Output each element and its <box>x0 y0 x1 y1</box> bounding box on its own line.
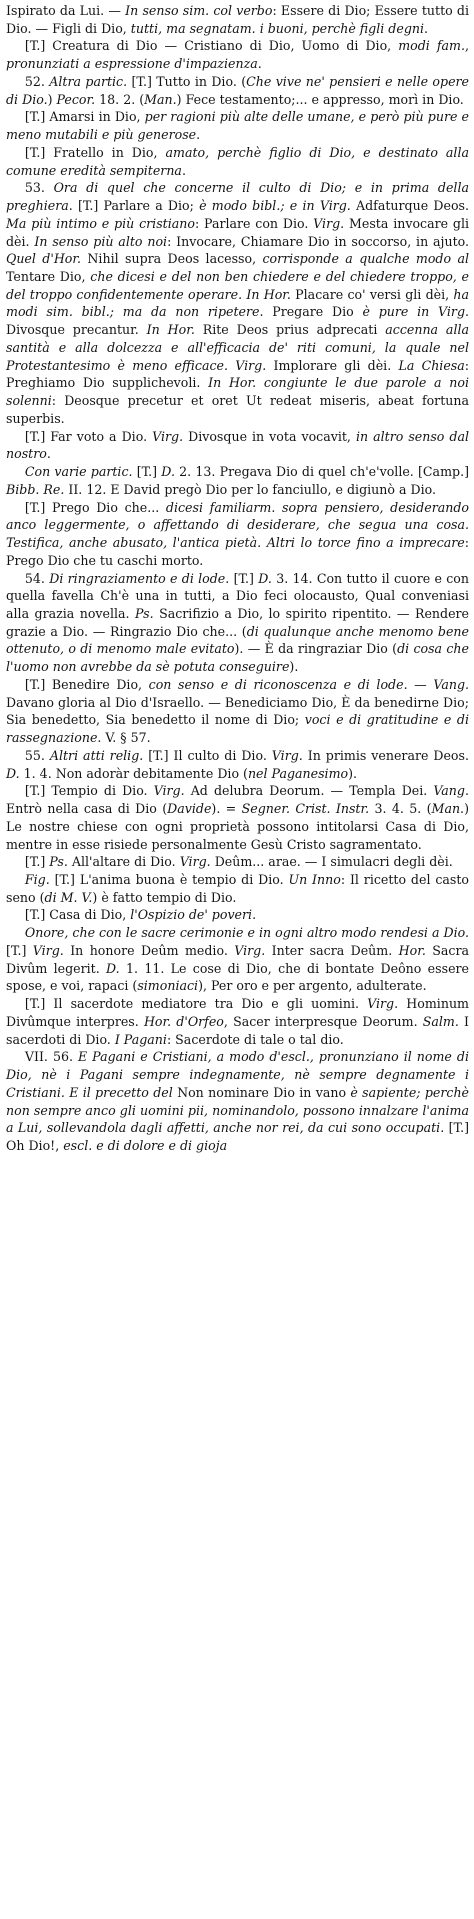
text-run: . <box>181 162 186 178</box>
text-run: In honore Deûm medio. <box>63 942 235 958</box>
italic-run: In Hor. <box>146 322 195 338</box>
text-run: . — <box>403 676 434 692</box>
italic-run: In senso più alto noi <box>34 233 168 249</box>
italic-run: Virg. <box>32 942 64 958</box>
text-run: 18. 2. ( <box>95 91 145 107</box>
italic-run: pronunziati a espressione d'impazienza <box>6 56 258 72</box>
italic-run: Virg. <box>234 942 266 958</box>
italic-run: Altra partic. <box>49 73 128 89</box>
italic-run: dicesi familiarm. sopra pensiero, desiderando anco leggermente, o affettando di desiderare, che segua una cosa. Testifica, anche abusato, l'antica pietà. Altri lo torce fino a imprecare <box>6 499 469 551</box>
entry-paragraph <box>6 871 469 906</box>
italic-run: Ps. <box>135 605 154 621</box>
text-run: 55. <box>24 747 50 763</box>
text-run: ) <box>47 91 57 107</box>
text-run: : Invocare, Chiamare Dio in soccorso, in ajuto. <box>167 233 469 249</box>
text-run: Divosque precantur. <box>6 322 147 338</box>
italic-run: tutti, ma segnatam. i buoni, perchè figli degni <box>130 20 425 36</box>
italic-run: di M. V. <box>44 889 93 905</box>
entry-paragraph <box>6 499 469 570</box>
section-paragraph <box>6 179 469 427</box>
text-run: . <box>424 20 429 36</box>
entry-paragraph <box>6 463 469 498</box>
italic-run: In Hor. congiunte le due parole a noi solenni <box>6 375 469 409</box>
text-run: ). = <box>211 801 242 817</box>
text-run: . V. § 57. <box>97 730 151 746</box>
italic-run: di cosa che l'uomo non avrebbe da sè potuta conseguire <box>6 641 469 675</box>
text-run: [T.] Creatura di Dio — Cristiano di Dio, Uomo di Dio, <box>24 38 399 54</box>
text-run: Adfaturque Deos. <box>350 198 469 214</box>
italic-run: E Pagani e Cristiani, a modo d'escl., pronunziano il nome di Dio, nè i Pagani sempre indegnamente, nè sempre degnamente i Cristiani. E il precetto del <box>6 1049 469 1100</box>
italic-run: I Pagani <box>114 1031 167 1047</box>
entry-paragraph <box>6 995 469 1048</box>
text-run: [T.] <box>132 464 162 480</box>
entry-paragraph <box>6 108 469 143</box>
text-run: . [T.] <box>225 570 259 586</box>
italic-run: In senso sim. col verbo <box>125 3 273 18</box>
italic-run: simoniaci <box>137 978 199 994</box>
italic-run: Virg. <box>153 783 185 799</box>
italic-run: Onore, che con le sacre cerimonie e in ogni altro modo rendesi a Dio. <box>24 925 469 941</box>
text-run: Placare co' versi gli dèi, <box>290 286 454 302</box>
italic-run: l'Ospizio de' poveri <box>130 907 253 923</box>
text-run: [T.] Oh Dio!, <box>6 1120 469 1153</box>
text-run: 52. <box>24 73 50 89</box>
text-run: Tentare Dio, <box>6 269 91 285</box>
text-run: ) Le nostre chiese con ogni proprietà possono intitolarsi Casa di Dio, mentre in esse risiede personalmente Gesù Cristo sagramentato. <box>6 801 469 852</box>
text-run: [T.] Far voto a Dio. <box>24 428 153 444</box>
italic-run: Man. <box>144 91 177 107</box>
italic-run: modi fam. <box>398 38 465 54</box>
italic-run: accenna alla santità e alla dolcezza e all'efficacia de' riti comuni, la quale nel Protestantesimo è meno efficace. Virg. <box>6 322 470 373</box>
text-run: . Pregare Dio <box>259 304 363 320</box>
text-run: [T.] <box>6 942 33 958</box>
italic-run: Vang. <box>433 783 469 799</box>
italic-run: di qualunque anche menomo bene ottenuto, o di menomo male evitato <box>6 623 469 657</box>
text-run: . <box>252 907 257 923</box>
text-run: Ispirato da Lui. — <box>6 3 126 18</box>
italic-run: voci e di gratitudine e di rassegnazione <box>6 712 469 746</box>
text-run: [T.] Amarsi in Dio, <box>24 109 145 125</box>
italic-run: escl. e di dolore e di gioja <box>63 1138 228 1153</box>
entry-paragraph <box>6 2 469 37</box>
text-run: ), Per oro e per argento, adulterate. <box>198 978 427 994</box>
text-run: 54. <box>24 570 50 586</box>
italic-run: Ps. <box>49 854 68 870</box>
text-run: [T.] Prego Dio che... <box>24 499 166 515</box>
italic-run: Bibb. Re. <box>6 481 65 497</box>
text-run: 1. 11. Le cose di Dio, che di bontate Deôno essere spose, e voi, rapaci ( <box>6 960 469 994</box>
italic-run: Con varie partic. <box>24 464 133 480</box>
italic-run: con senso e di riconoscenza e di lode <box>148 676 404 692</box>
italic-run: Virg. <box>367 996 399 1012</box>
italic-run: Virg. <box>271 747 303 763</box>
text-run: : Preghiamo Dio supplichevoli. <box>6 357 470 391</box>
italic-run: Virg. <box>313 215 345 231</box>
text-run: ). <box>348 765 358 781</box>
text-run: Divosque in vota vocavit, <box>183 428 356 444</box>
text-run: Nihil supra Deos lacesso, <box>81 251 263 267</box>
italic-run: Altri atti relig. <box>49 747 144 763</box>
italic-run: è sapiente; perchè non sempre anco gli uomini pii, nominandolo, possono innalzare l'anima a Lui, sollevandola dagli affetti, anche nor rei, da cui sono occupati. <box>6 1084 470 1136</box>
text-run: II. 12. E David pregò Dio per lo fanciullo, e digiunò a Dio. <box>64 481 436 497</box>
italic-run: Fig. <box>24 871 50 887</box>
italic-run: La Chiesa <box>398 357 465 373</box>
italic-run: che dicesi e del non ben chiedere e del chiedere troppo, e del troppo confidentemente operare. In Hor. <box>6 269 470 302</box>
italic-run: D. <box>6 765 20 781</box>
text-run: : Il ricetto del casto seno ( <box>6 871 470 905</box>
section-paragraph <box>6 1048 469 1154</box>
italic-run: Ma più intimo e più cristiano <box>6 215 195 231</box>
text-run: Mesta invocare gli dèi. <box>6 215 469 249</box>
text-run: , <box>464 38 469 54</box>
entry-paragraph <box>6 37 469 72</box>
text-run: ) è fatto tempio di Dio. <box>92 889 237 905</box>
text-run: [T.] Benedire Dio, <box>24 676 149 692</box>
text-run: [T.] Il sacerdote mediatore tra Dio e gli uomini. <box>24 996 368 1012</box>
italic-run: Quel d'Hor. <box>6 251 82 267</box>
text-run: ). — È da ringraziar Dio ( <box>234 641 398 657</box>
text-run: , Sacer interpresque Deorum. <box>223 1013 423 1029</box>
italic-run: amato, perchè figlio di Dio, e destinato alla comune eredità sempiterna <box>6 144 469 178</box>
text-run: [T.] Casa di Dio, <box>24 907 131 923</box>
italic-run: è pure in Virg. <box>362 304 470 320</box>
text-run: 3. 14. Con tutto il cuore e con quella favella Ch'è una in tutti, a Dio feci olocausto, Qual conveniasi alla grazia novella. <box>6 570 469 621</box>
text-run: 53. <box>24 180 54 196</box>
italic-run: Segner. Crist. Instr. <box>241 801 370 817</box>
italic-run: Virg. <box>179 854 211 870</box>
text-run: [T.] L'anima buona è tempio di Dio. <box>49 871 289 887</box>
text-run: Deûm... arae. — I simulacri degli dèi. <box>210 854 453 870</box>
text-run: VII. 56. <box>24 1049 78 1065</box>
text-run: Sacra Divûm legerit. <box>6 942 469 976</box>
text-run: . <box>257 56 262 72</box>
entry-paragraph <box>6 853 469 871</box>
italic-run: D. <box>106 960 120 976</box>
text-run: I sacerdoti di Dio. <box>6 1013 470 1047</box>
text-run: 2. 13. Pregava Dio di quel ch'e'volle. [Camp.] <box>174 464 469 480</box>
italic-run: Hor. d'Orfeo <box>143 1013 224 1029</box>
italic-run: è modo bibl.; e in Virg. <box>199 198 351 214</box>
italic-run: D. <box>161 464 175 480</box>
text-run: Ad delubra Deorum. — Templa Dei. <box>184 783 434 799</box>
text-run: All'altare di Dio. <box>67 854 180 870</box>
italic-run: Virg. <box>152 428 184 444</box>
text-run: [T.] Tutto in Dio. ( <box>127 73 247 89</box>
italic-run: D. <box>258 570 272 586</box>
text-run: [T.] Fratello in Dio, <box>24 144 166 160</box>
italic-run: Che vive ne' pensieri e nelle opere di Dio. <box>6 73 469 107</box>
text-run: : Deosque precetur et oret Ut redeat miseris, abeat fortuna superbis. <box>6 393 469 426</box>
text-run: ) Fece testamento;... e appresso, morì in Dio. <box>176 91 464 107</box>
text-run: Sacrifizio a Dio, lo spirito ripentito. — Rendere grazie a Dio. — Ringrazio Dio che... ( <box>6 605 469 639</box>
italic-run: Un Inno <box>288 871 341 887</box>
text-run: Implorare gli dèi. <box>266 357 399 373</box>
text-run: [T.] Tempio di Dio. <box>24 783 154 799</box>
text-run: : Prego Dio che tu caschi morto. <box>6 535 469 568</box>
italic-run: ha modi sim. bibl.; ma da non ripetere <box>6 286 470 320</box>
entry-paragraph <box>6 676 469 747</box>
italic-run: nel Paganesimo <box>247 765 349 781</box>
section-paragraph <box>6 73 469 108</box>
text-run: : Sacerdote di tale o tal dio. <box>166 1031 344 1047</box>
italic-run: in altro senso dal nostro <box>6 428 469 462</box>
text-run: Davano gloria al Dio d'Israello. — Benediciamo Dio, È da benedirne Dio; Sia benedetto, Sia benedetto il nome di Dio; <box>6 694 469 728</box>
italic-run: Pecor. <box>56 91 96 107</box>
text-run: : Essere di Dio; Essere tutto di Dio. — Figli di Dio, <box>6 3 469 36</box>
italic-run: Man. <box>431 801 465 817</box>
section-paragraph <box>6 747 469 782</box>
entry-paragraph <box>6 924 469 995</box>
entry-paragraph <box>6 782 469 853</box>
text-run: In primis venerare Deos. <box>302 747 469 763</box>
italic-run: per ragioni più alte delle umane, e però più pure e meno mutabili e più generose <box>6 109 469 143</box>
italic-run: Vang. <box>433 676 470 692</box>
italic-run: corrisponde a qualche modo al <box>262 251 469 267</box>
text-run: . <box>46 446 51 462</box>
text-run: . [T.] Parlare a Dio; <box>68 198 200 214</box>
italic-run: Ora di quel che concerne il culto di Dio; e in prima della preghiera <box>6 180 469 214</box>
entry-paragraph <box>6 428 469 463</box>
italic-run: Salm. <box>422 1013 459 1029</box>
text-run: ). <box>289 659 299 675</box>
text-run: Entrò nella casa di Dio ( <box>6 801 168 817</box>
text-run: Non nominare Dio in vano <box>172 1084 351 1100</box>
italic-run: Davide <box>167 801 212 817</box>
text-run: Hominum Divûmque interpres. <box>6 996 469 1029</box>
text-run: Inter sacra Deûm. <box>265 942 399 958</box>
entry-paragraph <box>6 906 469 924</box>
text-run: . <box>196 127 201 143</box>
text-run: [T.] <box>24 854 50 870</box>
text-run: 3. 4. 5. ( <box>369 801 432 817</box>
text-run: [T.] Il culto di Dio. <box>143 747 272 763</box>
italic-run: Hor. <box>398 942 426 958</box>
italic-run: Di ringraziamento e di lode <box>49 570 226 586</box>
entry-paragraph <box>6 144 469 179</box>
text-run: : Parlare con Dio. <box>194 215 314 231</box>
text-run: 1. 4. Non adoràr debitamente Dio ( <box>19 765 248 781</box>
section-paragraph <box>6 570 469 676</box>
text-run: Rite Deos prius adprecati <box>194 322 386 338</box>
